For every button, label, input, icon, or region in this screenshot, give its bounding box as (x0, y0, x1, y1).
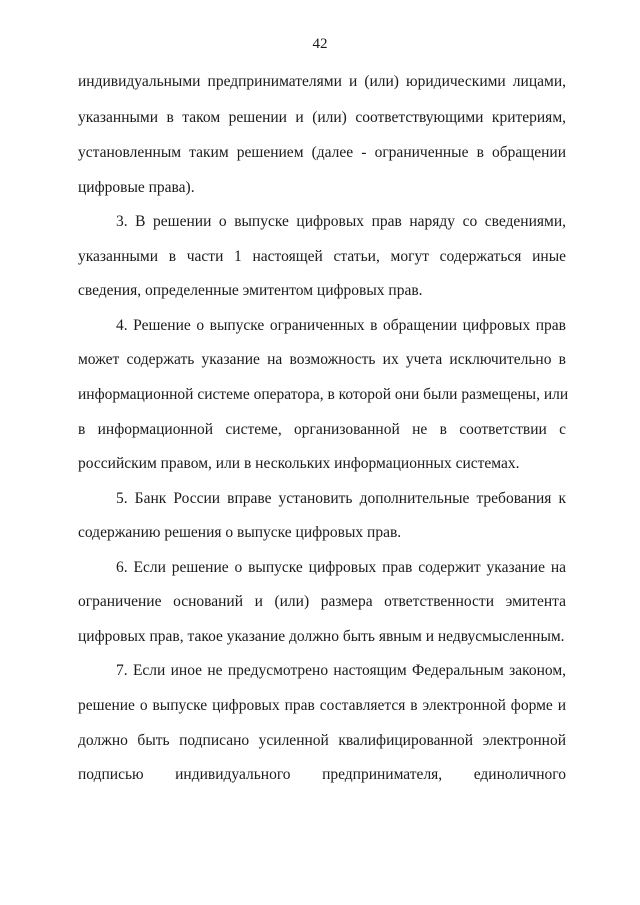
text-line: подписью индивидуального предпринимателя, единоличного (78, 766, 566, 783)
paragraph-7-first-line: 7. Если иное не предусмотрено настоящим Федеральным законом, (116, 662, 566, 679)
text-line: российским правом, или в нескольких информационных системах. (78, 455, 520, 472)
text-line: индивидуальными предпринимателями и (или) юридическими лицами, (78, 73, 566, 90)
paragraph-6-first-line: 6. Если решение о выпуске цифровых прав содержит указание на (116, 559, 566, 576)
text-line: сведения, определенные эмитентом цифровых прав. (78, 282, 423, 299)
text-line: цифровых прав, такое указание должно быть явным и недвусмысленным. (78, 628, 565, 645)
paragraph-4-first-line: 4. Решение о выпуске ограниченных в обращении цифровых прав (116, 317, 566, 334)
page-number: 42 (312, 36, 328, 52)
text-line: может содержать указание на возможность их учета исключительно в (78, 351, 566, 368)
text-line: указанными в таком решении и (или) соответствующими критериям, (78, 109, 566, 126)
paragraph-5-first-line: 5. Банк России вправе установить дополнительные требования к (116, 490, 566, 507)
text-line: указанными в части 1 настоящей статьи, могут содержаться иные (78, 248, 566, 265)
text-line: ограничение оснований и (или) размера ответственности эмитента (78, 593, 566, 610)
text-line: решение о выпуске цифровых прав составляется в электронной форме и (78, 697, 566, 714)
text-line: цифровые права). (78, 179, 195, 196)
text-line: должно быть подписано усиленной квалифицированной электронной (78, 732, 566, 749)
text-line: установленным таким решением (далее - ограниченные в обращении (78, 144, 566, 161)
text-line: содержанию решения о выпуске цифровых прав. (78, 524, 402, 541)
text-line: в информационной системе, организованной не в соответствии с (78, 421, 566, 438)
text-line: информационной системе оператора, в которой они были размещены, или (78, 386, 569, 403)
paragraph-3-first-line: 3. В решении о выпуске цифровых прав наряду со сведениями, (116, 213, 566, 230)
